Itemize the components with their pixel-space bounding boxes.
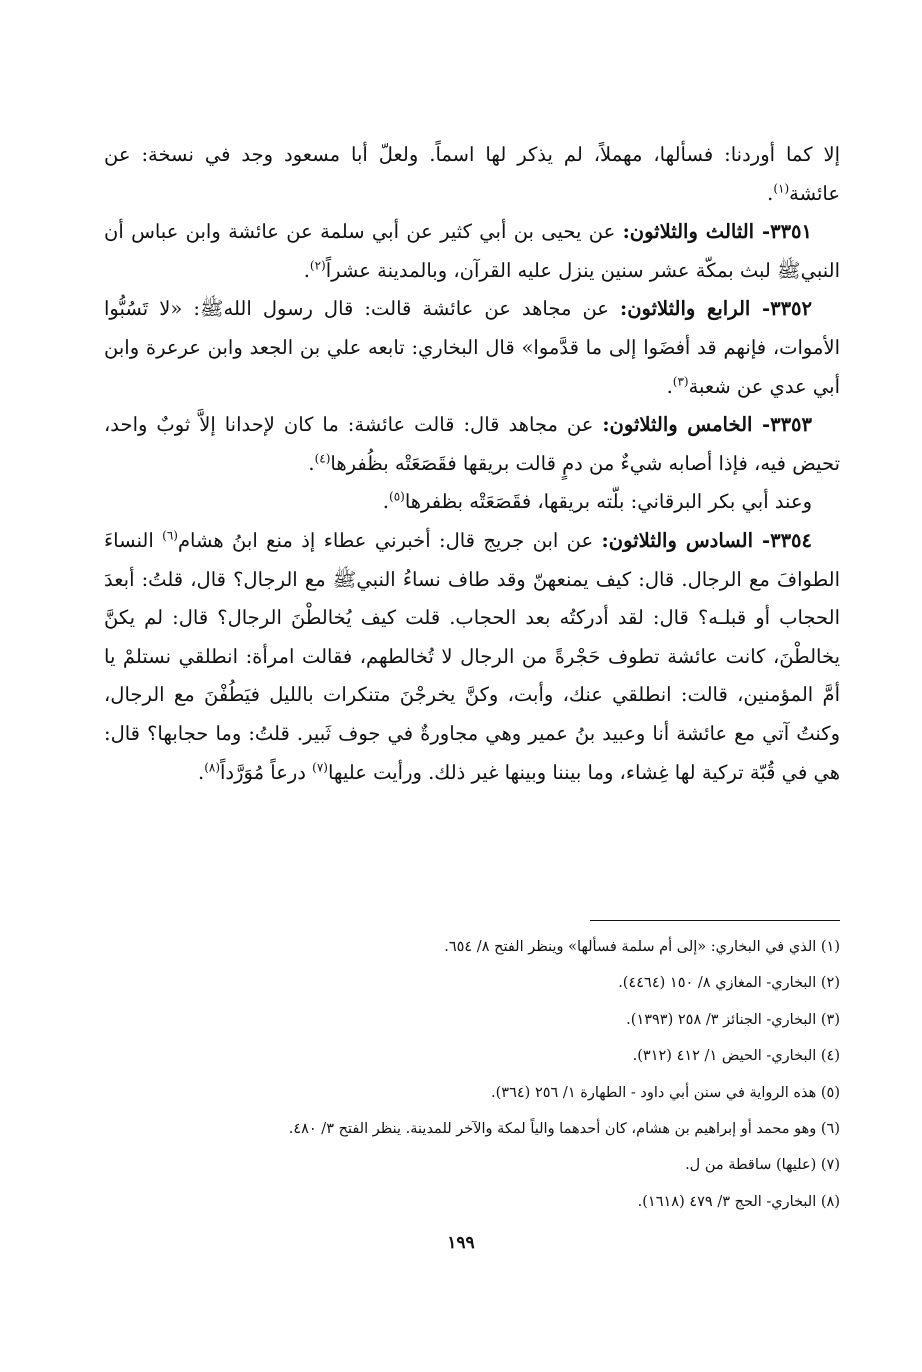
main-text: [104, 136, 840, 792]
hadith-paragraph: ٣٣٥١- الثالث والثلاثون: عن يحيى بن أبي كثير عن أبي سلمة عن عائشة وابن عباس أن النبيﷺ لبث بمكّة عشر سنين ينزل عليه القرآن، وبالمدينة عشراً$^{(٢)}$.: [104, 220, 840, 282]
hadith-heading: ٣٣٥٢- الرابع والثلاثون:: [620, 297, 812, 321]
footnote-ref[interactable]: (٦): [162, 528, 178, 543]
page-number: ١٩٩: [447, 1233, 475, 1253]
hadith-text: عن مجاهد عن عائشة قالت: قال رسول اللهﷺ: «لا تَسُبُّوا الأموات، فإنهم قد أفضَوا إلى ما قدَّموا» قال البخاري: تابعه علي بن الجعد وابن عرعرة وابن أبي عدي عن شعبة: [104, 297, 840, 398]
footnote-ref[interactable]: (٥): [389, 489, 405, 504]
footnote-ref[interactable]: (٣): [672, 374, 689, 389]
footnote-8: (٨) البخاري- الحج ٣/ ٤٧٩ (١٦١٨).: [637, 1193, 840, 1210]
hadith-text: النساءَ الطوافَ مع الرجال. قال: كيف يمنعهنّ وقد طاف نساءُ النبيﷺ مع الرجال؟ قال، قلتُ: أبعدَ الحجاب أو قبلـه؟ قال: لقد أدركتُه بعد الحجاب. قلت كيف يُخالطْنَ الرجال؟ قال: لم يكنَّ يخالطْنَ، كانت عائشة تطوف حَجْرةً من الرجال لا تُخالطهم، فقالت امرأة: انطلقي نستلمْ يا أمَّ المؤمنين، قالت: انطلقي عنك، وأبت، وكنَّ يخرجْنَ متنكرات بالليل فيَطُفْنَ مع الرجال، وكنتُ آتي مع عائشة أنا وعبيد بنُ عمير وهي مجاورةٌ في جوف ثَبير. قلتُ: وما حجابها؟ قال: هي في قُبّة تركية لها غِشاء، وما بيننا وبينها غير ذلك. ورأيت عليها: [104, 528, 840, 784]
footnote-6: (٦) وهو محمد أو إبراهيم بن هشام، كان أحدهما والياً لمكة والآخر للمدينة. ينظر الفتح ٣/ ٤٨٠.: [288, 1121, 840, 1138]
hadith-paragraph: ٣٣٥٢- الرابع والثلاثون: عن مجاهد عن عائشة قالت: قال رسول اللهﷺ: «لا تَسُبُّوا الأموات، فإنهم قد أفضَوا إلى ما قدَّموا» قال البخاري: تابعه علي بن الجعد وابن عرعرة وابن أبي عدي عن شعبة$^{(٣)}$.: [104, 297, 840, 398]
footnote-ref[interactable]: (١): [773, 181, 790, 196]
hadith-text: عن يحيى بن أبي كثير عن أبي سلمة عن عائشة وابن عباس أن النبيﷺ لبث بمكّة عشر سنين ينزل عليه القرآن، وبالمدينة عشراً: [104, 220, 840, 282]
footnote-ref[interactable]: (٢): [309, 258, 326, 273]
footnote-2: (٢) البخاري- المغازي ٨/ ١٥٠ (٤٤٦٤).: [618, 975, 840, 992]
hadith-heading: ٣٣٥٣- الخامس والثلاثون:: [602, 413, 812, 437]
footnote-7: (٧) (عليها) ساقطة من ل.: [685, 1157, 840, 1174]
hadith-text: وعند أبي بكر البرقاني: بلّته بريقها، فقَصَعَتْه بظفرها: [404, 490, 812, 514]
footnote-1: (١) الذي في البخاري: «إلى أم سلمة فسألها» وينظر الفتح ٨/ ٦٥٤.: [444, 939, 840, 955]
footnote-divider: [590, 920, 840, 921]
footnote-5: (٥) هذه الرواية في سنن أبي داود - الطهارة ١/ ٢٥٦ (٣٦٤).: [491, 1084, 840, 1101]
footnote-ref[interactable]: (٤): [314, 451, 331, 466]
footnote-ref[interactable]: (٨): [204, 760, 221, 774]
hadith-heading: ٣٣٥٤- السادس والثلاثون:: [601, 528, 812, 552]
hadith-heading: ٣٣٥١- الثالث والثلاثون:: [622, 220, 812, 244]
hadith-text: عن ابن جريج قال: أخبرني عطاء إذ منع ابنُ هشام: [177, 528, 602, 552]
footnote-3: (٣) البخاري- الجنائز ٣/ ٢٥٨ (١٣٩٣).: [626, 1011, 840, 1028]
footnote-4: (٤) البخاري- الحيض ١/ ٤١٢ (٣١٢).: [632, 1048, 840, 1065]
hadith-paragraph: ٣٣٥٤- السادس والثلاثون: عن ابن جريج قال: أخبرني عطاء إذ منع ابنُ هشام$^{(٦)}$ النساءَ الطوافَ مع الرجال. قال: كيف يمنعهنّ وقد طاف نساءُ النبيﷺ مع الرجال؟ قال، قلتُ: أبعدَ الحجاب أو قبلـه؟ قال: لقد أدركتُه بعد الحجاب. قلت كيف يُخالطْنَ الرجال؟ قال: لم يكنَّ يخالطْنَ، كانت عائشة تطوف حَجْرةً من الرجال لا تُخالطهم، فقالت امرأة: انطلقي نستلمْ يا أمَّ المؤمنين، قالت: انطلقي عنك، وأبت، وكنَّ يخرجْنَ متنكرات بالليل فيَطُفْنَ مع الرجال، وكنتُ آتي مع عائشة أنا وعبيد بنُ عمير وهي مجاورةٌ في جوف ثَبير. قلتُ: وما حجابها؟ قال: هي في قُبّة تركية لها غِشاء، وما بيننا وبينها غير ذلك. ورأيت عليها$^{(٧)}$ درعاً مُوَرَّداً$^{(٨)}$.: [104, 528, 840, 784]
hadith-paragraph: ٣٣٥٣- الخامس والثلاثون: عن مجاهد قال: قالت عائشة: ما كان لإحدانا إلاَّ ثوبٌ واحد، تحيض فيه، فإذا أصابه شيءٌ من دمٍ قالت بريقها فقَصَعَتْه بظُفرها$^{(٤)}$.: [104, 413, 840, 475]
hadith-text: عن مجاهد قال: قالت عائشة: ما كان لإحدانا إلاَّ ثوبٌ واحد، تحيض فيه، فإذا أصابه شيءٌ من دمٍ قالت بريقها فقَصَعَتْه بظُفرها: [104, 413, 840, 475]
paragraph-barqani: وعند أبي بكر البرقاني: بلّته بريقها، فقَصَعَتْه بظفرها$^{(٥)}$.: [382, 489, 812, 514]
footnote-ref[interactable]: (٧): [312, 760, 328, 774]
paragraph-intro: إلا كما أوردنا: فسألها، مهملاً، لم يذكر لها اسماً. ولعلّ أبا مسعود وجد في نسخة: عن عائشة$^{(١)}$.: [104, 143, 840, 205]
footnotes: [104, 929, 840, 1220]
